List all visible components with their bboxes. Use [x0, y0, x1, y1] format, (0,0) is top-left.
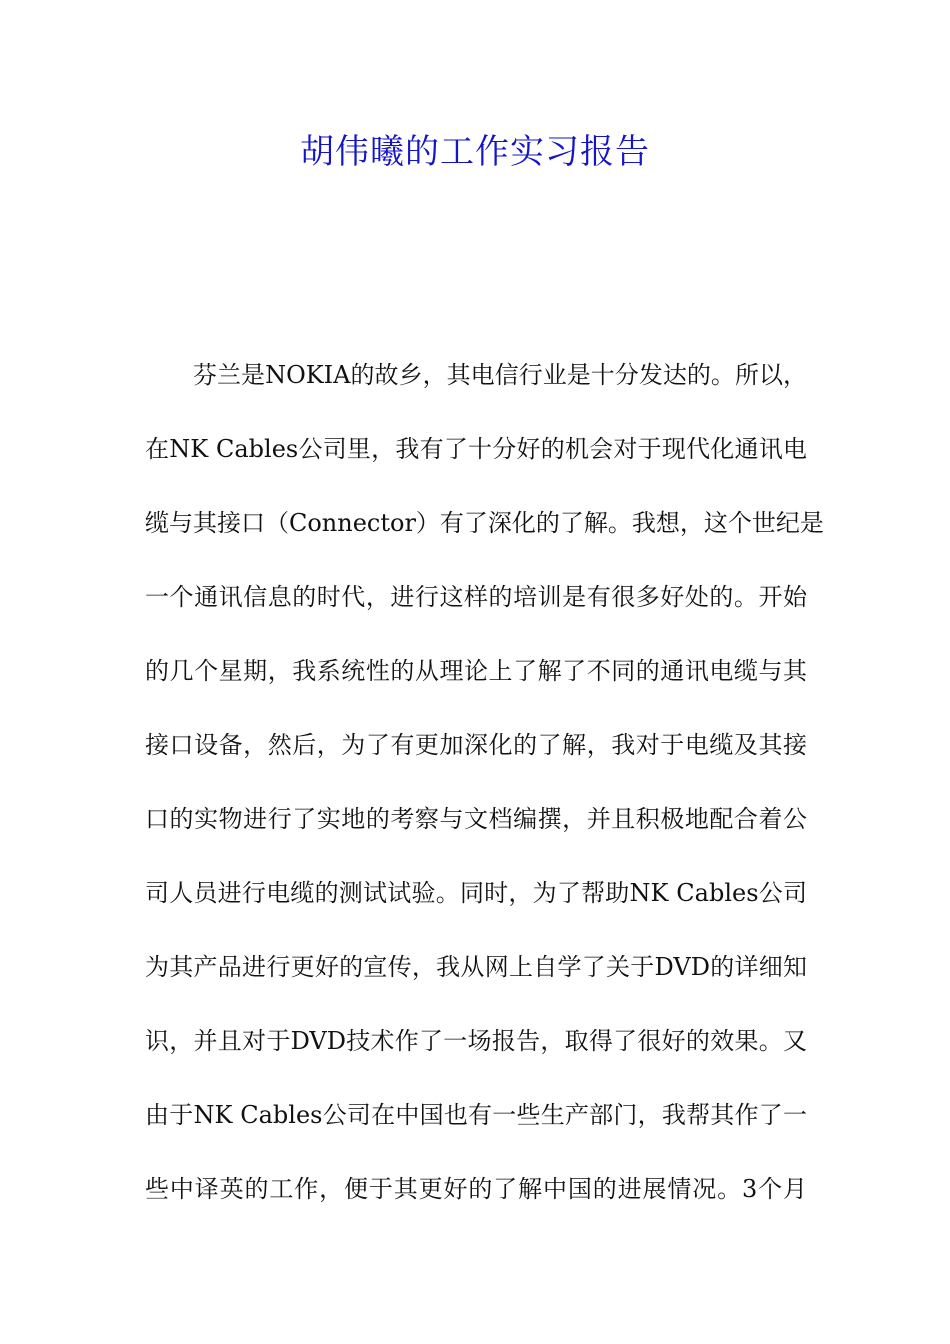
paragraph-line: 在NK Cables公司里，我有了十分好的机会对于现代化通讯电 [145, 435, 807, 463]
paragraph-line: 口的实物进行了实地的考察与文档编撰，并且积极地配合着公 [145, 805, 807, 833]
paragraph-line: 为其产品进行更好的宣传，我从网上自学了关于DVD的详细知 [145, 953, 807, 981]
paragraph-line: 一个通讯信息的时代，进行这样的培训是有很多好处的。开始 [145, 583, 807, 611]
paragraph-line: 些中译英的工作，便于其更好的了解中国的进展情况。3个月 [145, 1175, 807, 1203]
paragraph-line: 芬兰是NOKIA的故乡，其电信行业是十分发达的。所以， [193, 361, 807, 389]
paragraph-line: 司人员进行电缆的测试试验。同时，为了帮助NK Cables公司 [145, 879, 807, 907]
paragraph-line: 识，并且对于DVD技术作了一场报告，取得了很好的效果。又 [145, 1027, 807, 1055]
paragraph-line: 接口设备，然后，为了有更加深化的了解，我对于电缆及其接 [145, 731, 807, 759]
paragraph-line: 的几个星期，我系统性的从理论上了解了不同的通讯电缆与其 [145, 657, 807, 685]
paragraph-line: 缆与其接口（Connector）有了深化的了解。我想，这个世纪是 [145, 509, 824, 537]
report-paragraph [145, 338, 824, 1226]
paragraph-line: 由于NK Cables公司在中国也有一些生产部门，我帮其作了一 [145, 1101, 807, 1129]
document-title: 胡伟曦的工作实习报告 [300, 132, 650, 172]
